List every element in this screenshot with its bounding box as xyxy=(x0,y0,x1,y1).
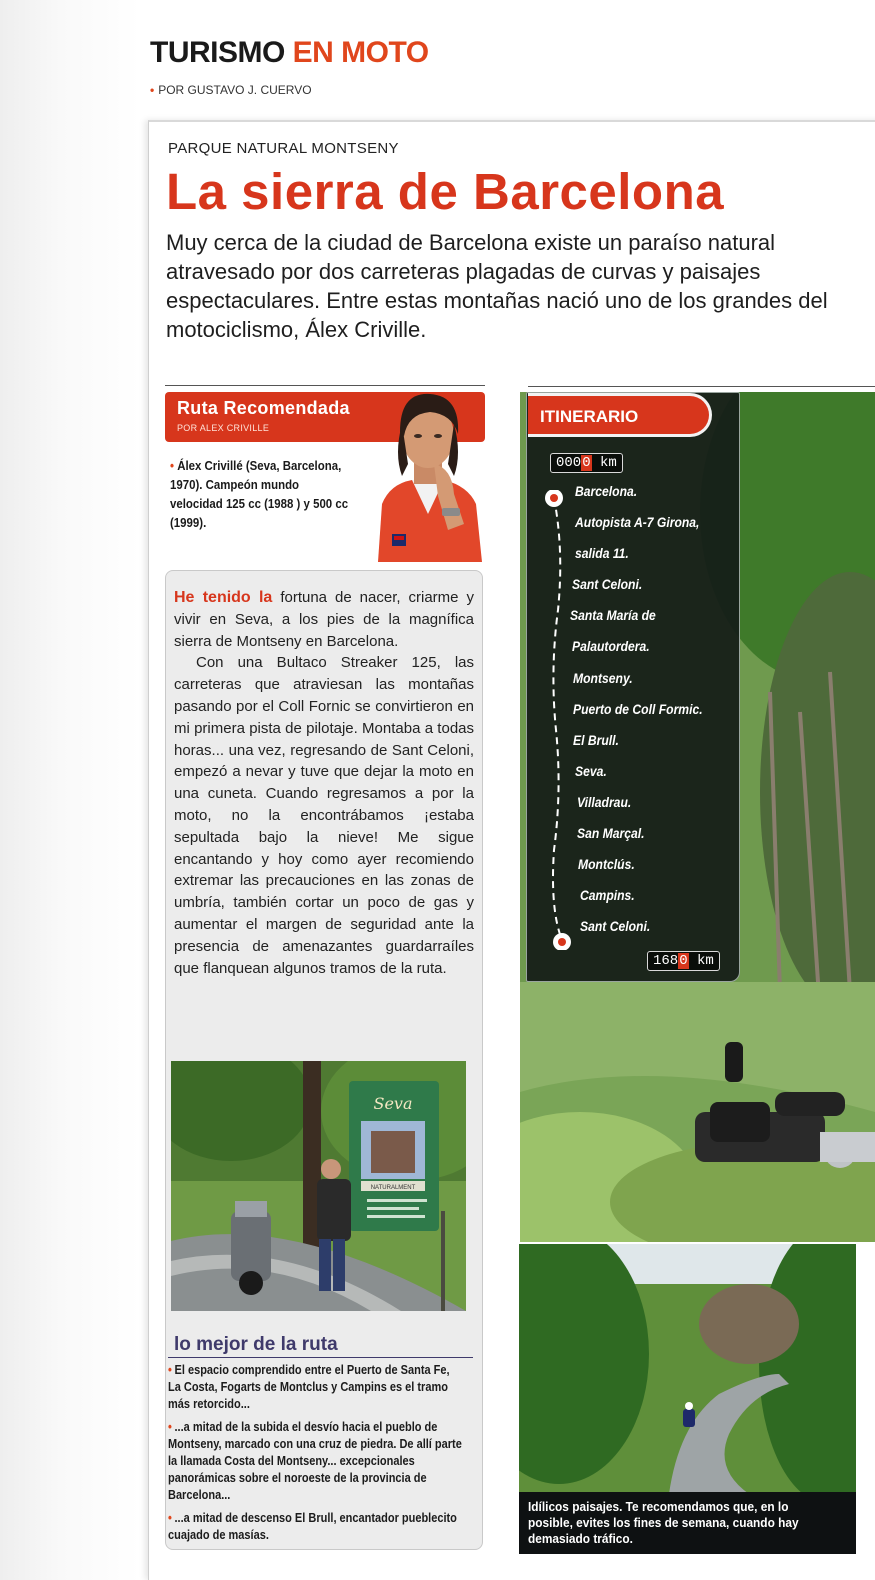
itinerary-stop: Santa María de xyxy=(570,608,656,624)
km-end-digits: 168 xyxy=(653,953,679,969)
itinerary-stop: salida 11. xyxy=(575,546,629,562)
divider xyxy=(168,1357,473,1358)
km-unit: km xyxy=(600,455,617,471)
lead-in: He tenido la xyxy=(174,589,273,606)
itinerary-stops xyxy=(560,484,717,950)
section-name-part2: EN MOTO xyxy=(292,36,429,69)
km-end-counter xyxy=(647,951,720,971)
rider-portrait-image xyxy=(372,384,484,562)
highlight-text: El espacio comprendido entre el Puerto de Santa Fe, La Costa, Fogarts de Montclus y Campins es el tramo más retorcido... xyxy=(168,1363,450,1411)
article-headline: La sierra de Barcelona xyxy=(166,163,725,220)
divider xyxy=(528,386,875,387)
highlight-text: ...a mitad de descenso El Brull, encantador pueblecito cuajado de masías. xyxy=(168,1511,457,1542)
bullet-icon: • xyxy=(168,1420,172,1434)
byline-text: POR GUSTAVO J. CUERVO xyxy=(158,83,312,97)
km-start-counter xyxy=(550,453,623,473)
byline xyxy=(150,83,312,97)
itinerary-stop: Sant Celoni. xyxy=(572,577,643,593)
highlights-list xyxy=(168,1362,463,1550)
caption-text: Idílicos paisajes. Te recomendamos que, en lo posible, evites los fines de semana, cuando hay demasiado tráfico. xyxy=(528,1500,799,1546)
paragraph xyxy=(174,587,474,652)
list-item xyxy=(168,1510,463,1544)
ruta-author: POR ALEX CRIVILLE xyxy=(177,423,270,433)
itinerary-stop: Seva. xyxy=(575,763,607,779)
seva-sign-subtitle: NATURALMENT xyxy=(370,1185,416,1191)
bullet-icon: • xyxy=(170,458,178,473)
seva-sign-name: Seva xyxy=(373,1094,413,1113)
photo-caption xyxy=(519,1492,856,1554)
list-item xyxy=(168,1362,463,1413)
bullet-icon: • xyxy=(168,1511,172,1525)
ruta-bio xyxy=(170,456,350,532)
itinerary-stop: Autopista A-7 Girona, xyxy=(575,515,700,531)
article-intro: Muy cerca de la ciudad de Barcelona existe un paraíso natural atravesado por dos carreteras plagadas de curvas y paisajes espectaculares. Entre estas montañas nació uno de los grandes del motociclismo, Álex Criville. xyxy=(166,230,828,342)
itinerary-stop: Villadrau. xyxy=(577,794,632,810)
itinerary-stop: Palautordera. xyxy=(572,639,650,655)
testimonial-text xyxy=(174,587,474,979)
km-unit: km xyxy=(697,953,714,969)
bullet-icon: • xyxy=(168,1363,172,1377)
itinerary-stop: Montclús. xyxy=(578,857,635,873)
article-kicker: PARQUE NATURAL MONTSENY xyxy=(168,140,399,157)
itinerary-stop: Barcelona. xyxy=(575,484,638,499)
itinerary-stop: Puerto de Coll Formic. xyxy=(573,701,703,717)
itinerary-stop: Sant Celoni. xyxy=(580,919,651,935)
paragraph-1-text: fortuna de nacer, criarme y vivir en Seva, a los pies de la magnífica sierra de Montseny en Barcelona. xyxy=(174,589,474,650)
itinerary-title: ITINERARIO xyxy=(540,407,639,426)
itinerary-stop: El Brull. xyxy=(573,732,619,748)
ruta-bio-text: Álex Crivillé (Seva, Barcelona, 1970). Campeón mundo velocidad 125 cc (1988 ) y 500 cc (1999). xyxy=(170,458,349,530)
km-end-last-digit: 0 xyxy=(679,953,688,969)
section-header xyxy=(150,36,429,70)
itinerary-stop: Montseny. xyxy=(573,670,633,686)
lo-mejor-title: lo mejor de la ruta xyxy=(174,1334,338,1355)
bullet-icon: • xyxy=(150,83,155,97)
ruta-title: Ruta Recomendada xyxy=(177,398,350,418)
seva-sign-photo xyxy=(171,1061,466,1311)
mountain-road-photo xyxy=(519,1244,856,1494)
highlight-text: ...a mitad de la subida el desvío hacia el pueblo de Montseny, marcado con una cruz de piedra. De allí parte la llamada Costa del Montseny... excepcionales panorámicas sobre el noroeste de la provincia de Barcelona... xyxy=(168,1420,462,1502)
section-name-part1: TURISMO xyxy=(150,36,285,69)
km-start-last-digit: 0 xyxy=(582,455,591,471)
paragraph-2-text: Con una Bultaco Streaker 125, las carreteras que atraviesan las montañas pasando por el Coll Fornic se convirtieron en mi primera pista de pilotaje. Montaba a todas horas... una vez, regresando de Sant Celoni, empezó a nevar y tuve que dejar la moto en una cuneta. Cuando regresamos a por la moto, no la encontrábamos ¡estaba sepultada bajo la nieve! Me sigue encantando y hoy como ayer recomiendo extremar las precauciones en las zonas de umbría, también cortar un poco de gas y aumentar el margen de seguridad ante la presencia de amenazantes guardarraíles que flanquean algunos tramos de la ruta. xyxy=(174,654,474,977)
list-item xyxy=(168,1419,463,1504)
itinerary-stop: Campins. xyxy=(580,888,635,904)
itinerary-badge xyxy=(528,393,712,437)
itinerary-stop: San Marçal. xyxy=(577,826,645,842)
km-start-digits: 000 xyxy=(556,455,582,471)
